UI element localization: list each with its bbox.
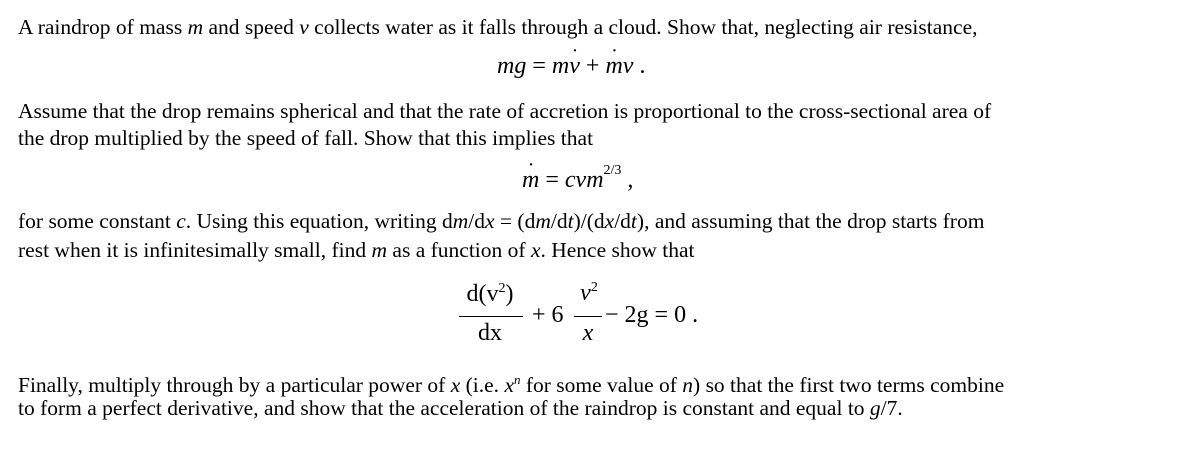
var-t: t: [630, 209, 637, 233]
equation-accretion: [522, 163, 634, 194]
frac1-bar: [459, 316, 523, 317]
text: )/(d: [573, 209, 605, 233]
eq-end: ,: [621, 167, 634, 193]
text: Finally, multiply through by a particular power of: [18, 373, 451, 398]
eq-m-dot: m ˙: [522, 167, 539, 194]
var-m: m: [452, 209, 469, 233]
var-m: m: [187, 15, 204, 39]
eq-v-dot: v ˙: [569, 53, 580, 80]
eq-sign: =: [526, 53, 552, 79]
text: . Hence show that: [540, 238, 695, 262]
text: /7.: [880, 396, 903, 420]
text: ) so that the first two terms combine: [693, 373, 1005, 398]
var-m: m: [371, 238, 388, 262]
paragraph-assume-line1: Assume that the drop remains spherical and that the rate of accretion is proportional to the cross-sectional area of: [18, 99, 992, 123]
text: = (d: [494, 209, 536, 233]
paragraph-intro: [18, 14, 977, 40]
text: for some constant: [18, 209, 177, 233]
var-g: g: [869, 396, 881, 420]
eq-lhs: mg: [497, 53, 527, 79]
var-x: x: [530, 238, 541, 262]
num: d(v: [466, 281, 499, 307]
eq-end: .: [633, 53, 646, 79]
text: . Using this equation, writing d: [185, 209, 453, 233]
text: as a function of: [387, 238, 531, 262]
text: to form a perfect derivative, and show that the acceleration of the raindrop is constant and equal to: [18, 396, 870, 420]
den-x: x: [582, 320, 594, 346]
eq-v: v: [622, 53, 634, 79]
paragraph-assume-line2: the drop multiplied by the speed of fall. Show that this implies that: [18, 126, 594, 150]
text: ), and assuming that the drop starts from: [636, 209, 985, 233]
text: /d: [550, 209, 568, 233]
equation-momentum: [497, 53, 645, 80]
text: A raindrop of mass: [18, 15, 188, 39]
text: /d: [468, 209, 485, 233]
var-n: n: [513, 372, 521, 387]
num-v: v: [580, 280, 591, 306]
frac2-denominator: [574, 320, 602, 347]
text: and speed: [203, 15, 300, 39]
paragraph-final-line2: [18, 395, 903, 421]
paragraph-constant-line1: [18, 208, 984, 234]
eq-rhs: cvm: [564, 167, 604, 193]
var-c: c: [176, 209, 186, 233]
exp: 2: [590, 280, 598, 295]
eq-plus6: + 6: [532, 302, 564, 328]
text: collects water as it falls through a cloud. Show that, neglecting air resistance,: [308, 15, 978, 39]
frac2-bar: [574, 316, 602, 317]
var-m: m: [535, 209, 551, 233]
text: /d: [614, 209, 631, 233]
eq-m: m: [551, 53, 570, 79]
text: for some value of: [520, 373, 683, 398]
var-x: x: [504, 373, 514, 398]
frac1-numerator: [455, 281, 525, 308]
paren: ): [505, 281, 514, 307]
paragraph-final-line1: [18, 367, 1004, 398]
var-v: v: [299, 15, 309, 39]
eq-exponent: 2/3: [603, 163, 622, 178]
paragraph-constant-line2: [18, 237, 695, 263]
eq-sign: =: [539, 167, 565, 193]
var-x: x: [485, 209, 495, 233]
eq-tail: − 2g = 0 .: [605, 302, 699, 328]
var-x: x: [450, 373, 461, 398]
var-t: t: [567, 209, 574, 233]
text: rest when it is infinitesimally small, find: [18, 238, 372, 262]
frac2-numerator: [574, 280, 604, 307]
frac1-denominator: dx: [478, 320, 502, 346]
text: (i.e.: [460, 373, 505, 398]
var-n: n: [682, 373, 694, 398]
var-x: x: [604, 209, 615, 233]
exp: 2: [498, 281, 506, 296]
eq-m-dot: m ˙: [605, 53, 622, 80]
eq-plus: +: [579, 53, 606, 79]
